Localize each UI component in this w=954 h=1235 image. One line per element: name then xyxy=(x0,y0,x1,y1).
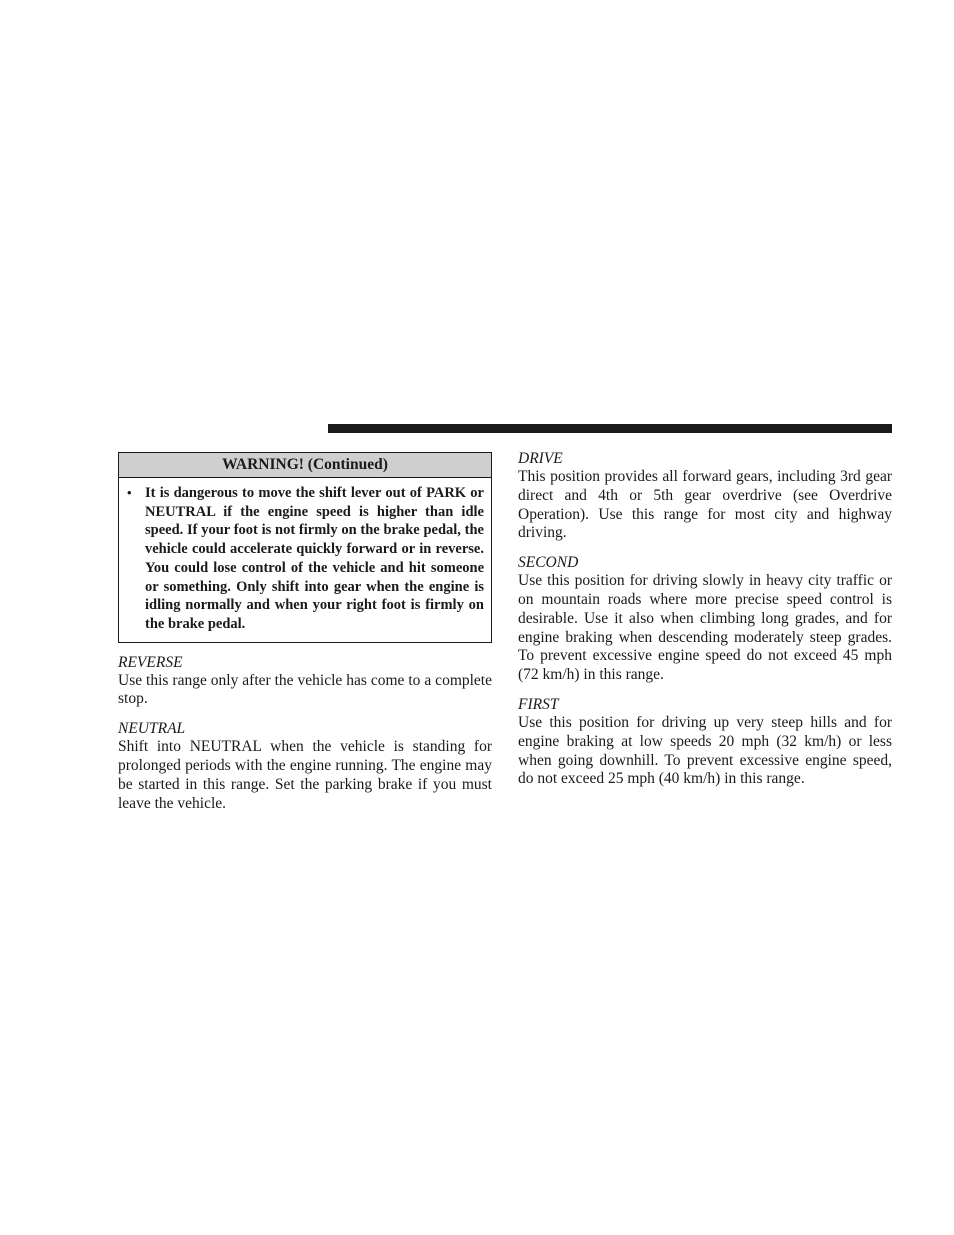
warning-text: It is dangerous to move the shift lever out of PARK or NEUTRAL if the engine speed is higher than idle speed. If your foot is not firmly on the brake pedal, the vehicle could accelerate quickly forward or in reverse. You could lose control of the vehicle and hit someone or something. Only shift into gear when the engine is idling normally and when your right foot is firmly on the brake pedal. xyxy=(145,485,484,632)
warning-box xyxy=(118,452,492,643)
section-heading: DRIVE xyxy=(518,450,563,467)
right-column xyxy=(518,449,892,789)
section-text: Use this range only after the vehicle has come to a complete stop. xyxy=(118,671,492,708)
section-text: This position provides all forward gears, including 3rd gear direct and 4th or 5th gear overdrive (see Overdrive Operation). Use this range for most city and highway driving. xyxy=(518,468,892,542)
left-column xyxy=(118,452,492,813)
warning-body xyxy=(119,478,491,642)
section-neutral xyxy=(118,719,492,813)
section-heading: NEUTRAL xyxy=(118,720,186,738)
section-heading: SECOND xyxy=(518,554,579,572)
section-heading: FIRST xyxy=(518,695,559,713)
section-second xyxy=(518,553,892,685)
section-reverse xyxy=(118,653,492,710)
section-first xyxy=(518,695,892,789)
warning-header: WARNING! (Continued) xyxy=(119,453,491,478)
section-heading: REVERSE xyxy=(118,653,183,671)
section-text: Use this position for driving up very steep hills and for engine braking at low speeds 20 mph (32 km/h) or less when going downhill. To prevent excessive engine speed, do not exceed 25 mph (40 km/h) in this range. xyxy=(518,713,892,788)
header-rule xyxy=(328,424,892,433)
section-drive xyxy=(518,449,892,543)
bullet-icon: • xyxy=(127,485,132,500)
section-text: Shift into NEUTRAL when the vehicle is standing for prolonged periods with the engine running. The engine may be started in this range. Set the parking brake if you must leave the vehicle. xyxy=(118,738,492,812)
section-text: Use this position for driving slowly in heavy city traffic or on mountain roads where more precise speed control is desirable. Use it also when climbing long grades, and for engine braking when descending moderately steep grades. To prevent excessive engine speed do not exceed 45 mph (72 km/h) in this range. xyxy=(518,572,892,684)
